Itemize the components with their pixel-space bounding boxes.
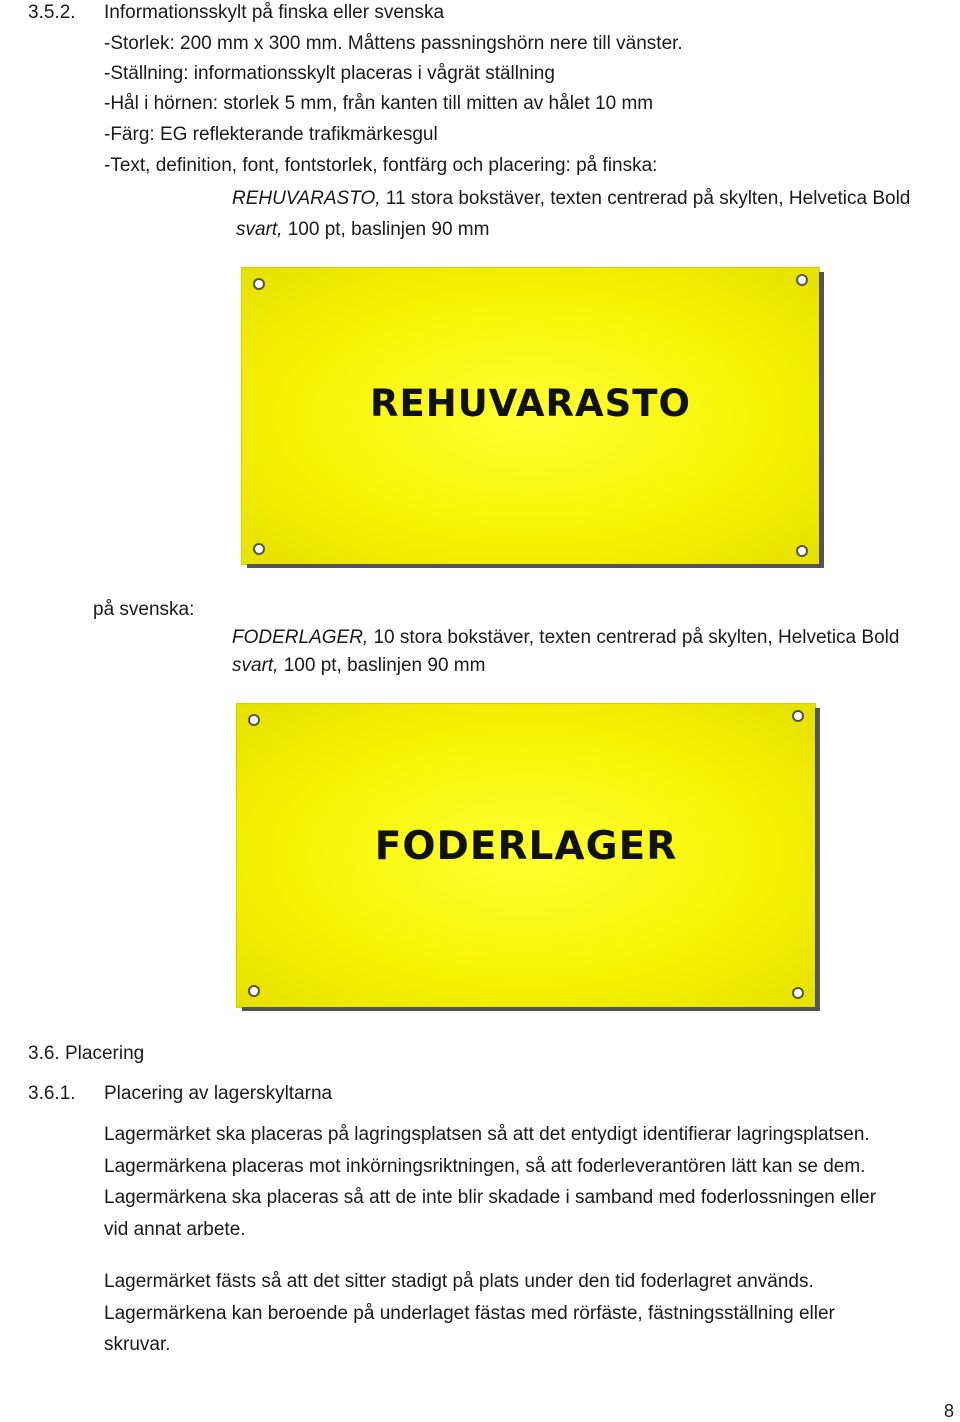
sign-hole: [792, 710, 804, 722]
swedish-sign: [237, 704, 815, 1007]
finnish-color-rest: 100 pt, baslinjen 90 mm: [282, 219, 490, 240]
section-number-361: 3.6.1.: [28, 1083, 76, 1104]
spec-holes-line: -Hål i hörnen: storlek 5 mm, från kanten till mitten av hålet 10 mm: [104, 93, 654, 114]
section-title-36: Placering: [65, 1043, 145, 1064]
finnish-spec-line: [232, 188, 910, 210]
swedish-spec-rest: 10 stora bokstäver, texten centrerad på skylten, Helvetica Bold: [368, 627, 900, 648]
paragraph-line: skruvar.: [104, 1334, 171, 1355]
finnish-word: REHUVARASTO,: [232, 188, 381, 209]
paragraph-attachment: [104, 1266, 960, 1361]
finnish-color-word: svart,: [236, 219, 283, 240]
paragraph-line: Lagermärket ska placeras på lagringsplatsen så att det entydigt identifierar lagringsplatsen.: [104, 1124, 870, 1145]
spec-text-line: -Text, definition, font, fontstorlek, fontfärg och placering: på finska:: [104, 155, 658, 176]
section-title-352: Informationsskylt på finska eller svenska: [104, 2, 445, 23]
sign-hole: [253, 543, 265, 555]
swedish-color-rest: 100 pt, baslinjen 90 mm: [278, 655, 486, 676]
paragraph-line: vid annat arbete.: [104, 1218, 246, 1240]
paragraph-line: Lagermärket fästs så att det sitter stadigt på plats under den tid foderlagret används.: [104, 1271, 814, 1292]
spec-color-line: -Färg: EG reflekterande trafikmärkesgul: [104, 124, 438, 145]
swedish-color-line: [232, 655, 485, 677]
paragraph-line: Lagermärkena placeras mot inkörningsriktningen, så att foderleverantören lätt kan se dem.: [104, 1155, 866, 1177]
sign-hole: [792, 987, 804, 999]
sign-hole: [796, 274, 808, 286]
paragraph-line: Lagermärkena kan beroende på underlaget fästas med rörfäste, fästningsställning eller: [104, 1302, 835, 1324]
sign-hole: [796, 545, 808, 557]
paragraph-line: Lagermärkena ska placeras så att de inte blir skadade i samband med foderlossningen eller: [104, 1187, 877, 1208]
sign-hole: [248, 985, 260, 997]
page-number: 8: [944, 1401, 955, 1421]
section-number-352: 3.5.2.: [28, 2, 76, 23]
finnish-sign: [242, 268, 819, 564]
swedish-label: på svenska:: [93, 599, 195, 620]
paragraph-placement: [104, 1119, 960, 1245]
section-number-36: 3.6.: [28, 1043, 60, 1064]
finnish-color-line: [236, 219, 489, 241]
finnish-sign-text: REHUVARASTO: [369, 382, 691, 425]
sign-hole: [253, 278, 265, 290]
spec-size-line: -Storlek: 200 mm x 300 mm. Måttens passningshörn nere till vänster.: [104, 33, 683, 54]
section-title-361: Placering av lagerskyltarna: [104, 1083, 333, 1104]
swedish-sign-text: FODERLAGER: [374, 824, 678, 869]
finnish-spec-rest: 11 stora bokstäver, texten centrerad på skylten, Helvetica Bold: [380, 188, 911, 209]
swedish-spec-line: [232, 627, 899, 649]
swedish-color-word: svart,: [232, 655, 279, 676]
swedish-word: FODERLAGER,: [232, 627, 369, 648]
spec-position-line: -Ställning: informationsskylt placeras i vågrät ställning: [104, 63, 555, 84]
sign-hole: [248, 714, 260, 726]
